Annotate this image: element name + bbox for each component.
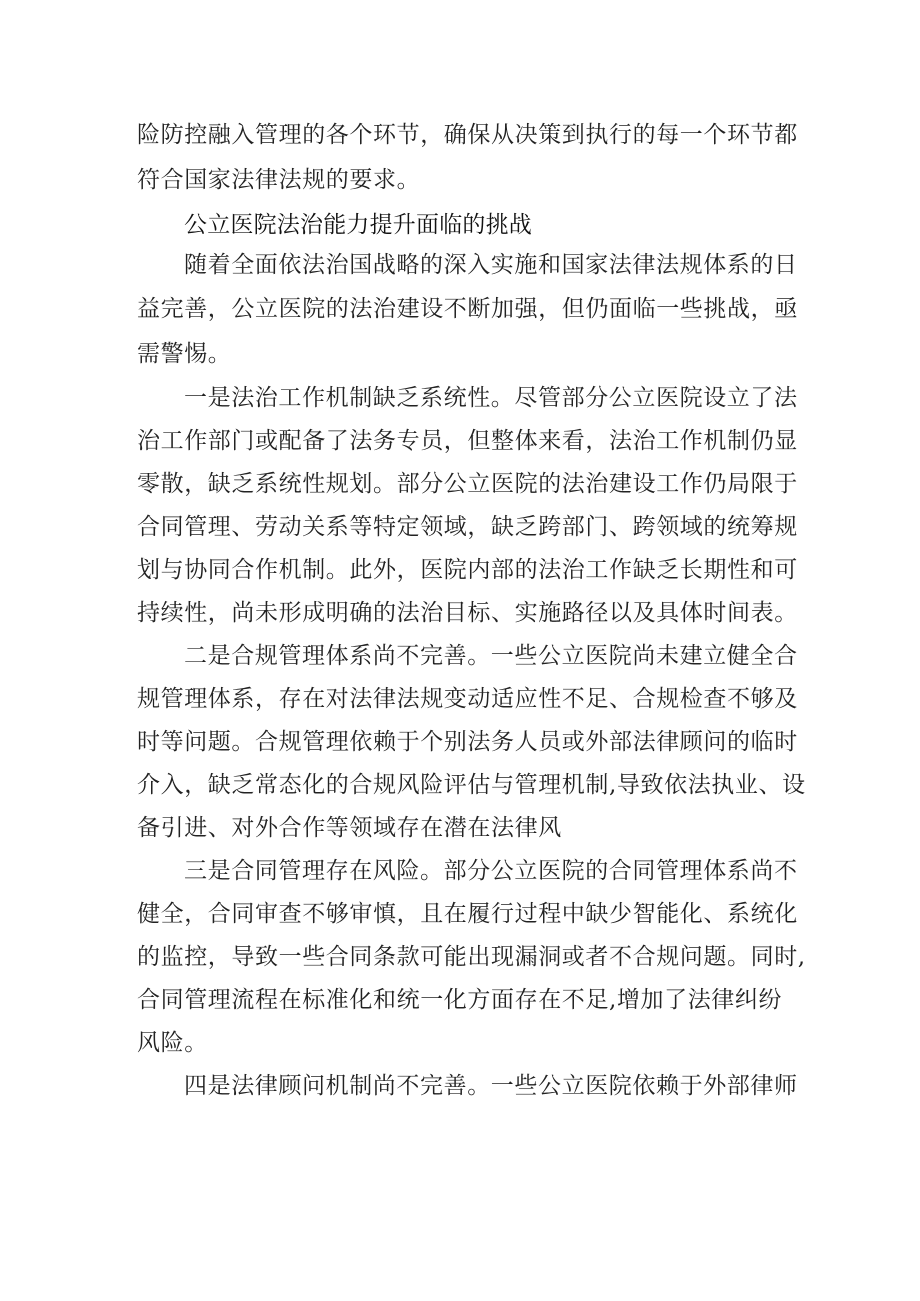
text-line: 治工作部门或配备了法务专员，但整体来看，法治工作机制仍显 [137, 428, 798, 454]
text-line: 零散，缺乏系统性规划。部分公立医院的法治建设工作仍局限于 [137, 471, 798, 497]
text-line: 划与协同合作机制。此外，医院内部的法治工作缺乏长期性和可 [137, 557, 798, 583]
text-line: 险防控融入管理的各个环节，确保从决策到执行的每一个环节都 [137, 122, 798, 148]
text-line: 二是合规管理体系尚不完善。一些公立医院尚未建立健全合 [184, 643, 798, 669]
section-heading: 公立医院法治能力提升面临的挑战 [184, 212, 532, 238]
text-line: 一是法治工作机制缺乏系统性。尽管部分公立医院设立了法 [184, 385, 798, 411]
text-line: 随着全面依法治国战略的深入实施和国家法律法规体系的日 [184, 252, 798, 278]
text-line: 风险。 [137, 1030, 208, 1056]
text-line: 时等问题。合规管理依赖于个别法务人员或外部法律顾问的临时 [137, 729, 798, 755]
text-line: 需警惕。 [137, 341, 232, 367]
text-line: 持续性，尚未形成明确的法治目标、实施路径以及具体时间表。 [137, 600, 798, 626]
text-line: 备引进、对外合作等领域存在潜在法律风 [137, 815, 562, 841]
text-line: 合同管理流程在标准化和统一化方面存在不足,增加了法律纠纷 [137, 987, 783, 1013]
text-line: 四是法律顾问机制尚不完善。一些公立医院依赖于外部律师 [184, 1073, 798, 1099]
text-line: 益完善，公立医院的法治建设不断加强，但仍面临一些挑战，亟 [137, 296, 798, 322]
text-line: 合同管理、劳动关系等特定领域，缺乏跨部门、跨领域的统筹规 [137, 514, 798, 540]
text-line: 的监控，导致一些合同条款可能出现漏洞或者不合规问题。同时, [137, 944, 806, 970]
text-line: 规管理体系，存在对法律法规变动适应性不足、合规检查不够及 [137, 686, 798, 712]
text-line: 符合国家法律法规的要求。 [137, 167, 421, 193]
text-line: 介入，缺乏常态化的合规风险评估与管理机制,导致依法执业、设 [137, 772, 806, 798]
text-line: 健全，合同审查不够审慎，且在履行过程中缺少智能化、系统化 [137, 901, 798, 927]
text-line: 三是合同管理存在风险。部分公立医院的合同管理体系尚不 [184, 858, 798, 884]
